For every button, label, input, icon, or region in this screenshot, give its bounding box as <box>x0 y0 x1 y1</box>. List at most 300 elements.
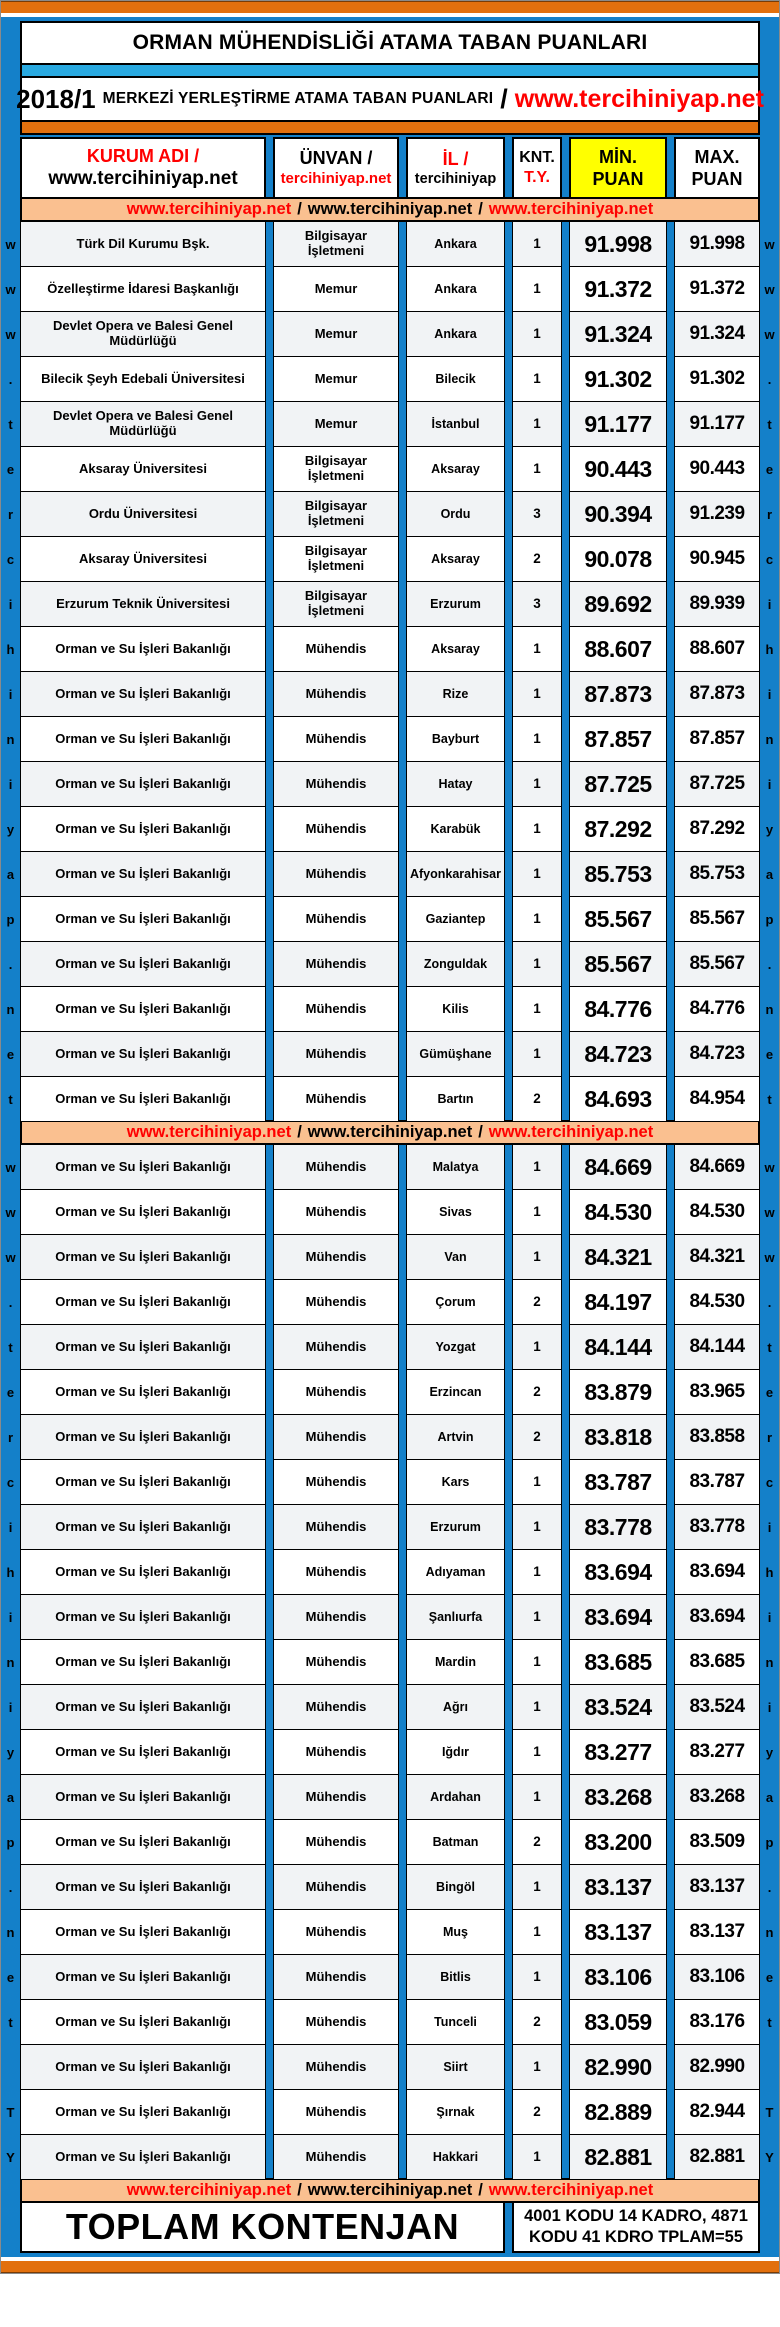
cell-kurum-adi: Orman ve Su İşleri Bakanlığı <box>20 896 266 942</box>
cell-il: Van <box>406 1234 505 1280</box>
table-row <box>6 447 774 492</box>
cell-kontenjan: 1 <box>512 626 562 672</box>
cell-max-puan: 83.106 <box>674 1954 760 2000</box>
cell-kurum-adi: Orman ve Su İşleri Bakanlığı <box>20 941 266 987</box>
cell-kontenjan: 2 <box>512 1999 562 2045</box>
cell-il: Artvin <box>406 1414 505 1460</box>
cell-unvan: Mühendis <box>273 1459 399 1505</box>
bottom-orange-bar <box>1 2257 779 2273</box>
cell-max-puan: 83.509 <box>674 1819 760 1865</box>
cell-unvan: Mühendis <box>273 1999 399 2045</box>
header-min-label: MİN. <box>599 146 637 167</box>
side-letter-left <box>1 2045 20 2090</box>
side-letter-right: a <box>765 1790 774 1805</box>
side-letter-left: w <box>5 237 16 252</box>
table-row <box>6 1910 774 1955</box>
cell-max-puan: 84.530 <box>674 1279 760 1325</box>
cell-kontenjan: 1 <box>512 941 562 987</box>
cell-min-puan: 83.685 <box>569 1639 667 1685</box>
column-header-kurum <box>20 137 266 199</box>
side-letter-left: i <box>8 597 13 612</box>
header-max-label: MAX. <box>694 146 740 167</box>
cell-min-puan: 83.277 <box>569 1729 667 1775</box>
table-row <box>6 1032 774 1077</box>
cell-unvan: Mühendis <box>273 1639 399 1685</box>
table-section-2 <box>5 1145 775 2180</box>
cell-unvan: Mühendis <box>273 1369 399 1415</box>
table-row <box>6 897 774 942</box>
cell-min-puan: 90.078 <box>569 536 667 582</box>
cell-min-puan: 91.324 <box>569 311 667 357</box>
column-header-il <box>406 137 505 199</box>
cell-min-puan: 83.879 <box>569 1369 667 1415</box>
side-letter-right: i <box>767 597 772 612</box>
cell-unvan: Mühendis <box>273 1684 399 1730</box>
cell-il: Çorum <box>406 1279 505 1325</box>
banner-link-black[interactable]: www.tercihiniyap.net <box>307 1123 473 1141</box>
cell-unvan: Mühendis <box>273 1909 399 1955</box>
banner-link-red[interactable]: www.tercihiniyap.net <box>126 2181 292 2199</box>
cell-il: Batman <box>406 1819 505 1865</box>
cell-unvan: Mühendis <box>273 1279 399 1325</box>
cell-unvan: Mühendis <box>273 626 399 672</box>
cell-unvan: Bilgisayar İşletmeni <box>273 491 399 537</box>
cell-il: Muş <box>406 1909 505 1955</box>
banner-link-red[interactable]: www.tercihiniyap.net <box>488 200 654 218</box>
cell-max-puan: 91.998 <box>674 221 760 267</box>
side-letter-left: t <box>8 417 13 432</box>
cell-kurum-adi: Orman ve Su İşleri Bakanlığı <box>20 851 266 897</box>
side-letter-left: c <box>6 1475 15 1490</box>
cell-min-puan: 84.693 <box>569 1076 667 1122</box>
table-row <box>5 1235 775 1280</box>
side-letter-right: y <box>765 822 774 837</box>
side-letter-left: p <box>6 1835 15 1850</box>
cell-min-puan: 84.530 <box>569 1189 667 1235</box>
cell-unvan: Mühendis <box>273 1031 399 1077</box>
cell-unvan: Mühendis <box>273 2134 399 2180</box>
cell-kurum-adi: Orman ve Su İşleri Bakanlığı <box>20 1189 266 1235</box>
table-row <box>8 1865 772 1910</box>
side-letter-left: c <box>6 552 15 567</box>
cell-il: Şırnak <box>406 2089 505 2135</box>
header-min-puan-label: PUAN <box>592 169 644 189</box>
table-row <box>8 1685 772 1730</box>
table-row <box>5 1145 775 1190</box>
cell-il: Zonguldak <box>406 941 505 987</box>
header-kurum-label: KURUM ADI / <box>86 145 200 166</box>
cell-min-puan: 84.669 <box>569 1144 667 1190</box>
cell-max-puan: 83.176 <box>674 1999 760 2045</box>
cell-il: Ankara <box>406 311 505 357</box>
cell-kontenjan: 1 <box>512 1504 562 1550</box>
banner-slash: / <box>478 200 483 218</box>
cell-il: Bilecik <box>406 356 505 402</box>
cell-max-puan: 85.567 <box>674 941 760 987</box>
banner-link-red[interactable]: www.tercihiniyap.net <box>488 2181 654 2199</box>
side-letter-right: . <box>767 957 772 972</box>
table-row <box>7 492 773 537</box>
cell-max-puan: 82.990 <box>674 2044 760 2090</box>
banner-slash: / <box>478 2181 483 2199</box>
total-quota-label: TOPLAM KONTENJAN <box>20 2201 505 2253</box>
cell-kontenjan: 1 <box>512 356 562 402</box>
cell-il: Ankara <box>406 221 505 267</box>
cell-max-puan: 84.669 <box>674 1144 760 1190</box>
side-letter-left: a <box>6 867 15 882</box>
table-row <box>8 1505 772 1550</box>
cell-unvan: Mühendis <box>273 2089 399 2135</box>
cell-max-puan: 83.858 <box>674 1414 760 1460</box>
table-row <box>5 222 775 267</box>
side-letter-right: i <box>767 687 772 702</box>
cell-unvan: Mühendis <box>273 1594 399 1640</box>
cell-unvan: Bilgisayar İşletmeni <box>273 446 399 492</box>
cell-kurum-adi: Orman ve Su İşleri Bakanlığı <box>20 1076 266 1122</box>
side-letter-left: n <box>6 1655 15 1670</box>
side-letter-right: r <box>766 1430 773 1445</box>
cell-min-puan: 85.567 <box>569 941 667 987</box>
header-knt-label: KNT. <box>519 149 555 166</box>
cell-max-puan: 83.137 <box>674 1864 760 1910</box>
table-row <box>6 2090 774 2135</box>
cell-unvan: Mühendis <box>273 716 399 762</box>
table-row <box>8 1280 772 1325</box>
cell-min-puan: 84.321 <box>569 1234 667 1280</box>
quota-detail-line1: 4001 KODU 14 KADRO, 4871 <box>524 2206 748 2225</box>
cell-kurum-adi: Ordu Üniversitesi <box>20 491 266 537</box>
cell-min-puan: 83.268 <box>569 1774 667 1820</box>
top-orange-bar <box>1 1 779 17</box>
side-letter-left: e <box>6 462 15 477</box>
cell-kontenjan: 1 <box>512 1189 562 1235</box>
cyan-divider-strip <box>20 65 760 78</box>
cell-kurum-adi: Orman ve Su İşleri Bakanlığı <box>20 1459 266 1505</box>
cell-max-puan: 85.753 <box>674 851 760 897</box>
cell-kontenjan: 1 <box>512 1234 562 1280</box>
side-letter-left: Y <box>6 2150 15 2165</box>
table-row <box>6 1955 774 2000</box>
side-letter-right: e <box>765 1047 774 1062</box>
cell-kurum-adi: Orman ve Su İşleri Bakanlığı <box>20 1729 266 1775</box>
site-banner-bottom <box>20 2178 760 2203</box>
cell-max-puan: 91.372 <box>674 266 760 312</box>
cell-max-puan: 85.567 <box>674 896 760 942</box>
banner-link-black[interactable]: www.tercihiniyap.net <box>307 200 473 218</box>
side-letter-right: h <box>765 642 774 657</box>
cell-min-puan: 91.998 <box>569 221 667 267</box>
cell-kontenjan: 1 <box>512 1909 562 1955</box>
cell-il: Gaziantep <box>406 896 505 942</box>
cell-unvan: Mühendis <box>273 761 399 807</box>
cell-kontenjan: 1 <box>512 1864 562 1910</box>
banner-slash: / <box>297 200 302 218</box>
side-letter-left: i <box>8 1610 13 1625</box>
cell-min-puan: 83.137 <box>569 1864 667 1910</box>
cell-max-puan: 87.725 <box>674 761 760 807</box>
cell-min-puan: 87.725 <box>569 761 667 807</box>
cell-kontenjan: 1 <box>512 2134 562 2180</box>
cell-kontenjan: 1 <box>512 1459 562 1505</box>
cell-kontenjan: 2 <box>512 1369 562 1415</box>
table-row <box>6 852 774 897</box>
cell-unvan: Memur <box>273 311 399 357</box>
cell-min-puan: 83.137 <box>569 1909 667 1955</box>
side-letter-right: i <box>767 1610 772 1625</box>
column-header-min-puan <box>569 137 667 199</box>
cell-max-puan: 87.292 <box>674 806 760 852</box>
cell-unvan: Mühendis <box>273 1954 399 2000</box>
table-row <box>8 2000 772 2045</box>
side-letter-left: . <box>8 1295 13 1310</box>
cell-il: Bingöl <box>406 1864 505 1910</box>
banner-link-red[interactable]: www.tercihiniyap.net <box>126 200 292 218</box>
side-letter-right: w <box>764 1250 775 1265</box>
cell-unvan: Mühendis <box>273 1144 399 1190</box>
cell-kurum-adi: Orman ve Su İşleri Bakanlığı <box>20 1414 266 1460</box>
side-letter-right: e <box>765 462 774 477</box>
cell-unvan: Mühendis <box>273 2044 399 2090</box>
side-letter-right: i <box>767 1700 772 1715</box>
banner-link-red[interactable]: www.tercihiniyap.net <box>126 1123 292 1141</box>
side-letter-left: r <box>7 507 14 522</box>
table-row <box>8 762 772 807</box>
cell-il: Bitlis <box>406 1954 505 2000</box>
table-row <box>6 1550 774 1595</box>
side-letter-left: r <box>7 1430 14 1445</box>
cell-max-puan: 82.881 <box>674 2134 760 2180</box>
side-letter-left: T <box>6 2105 15 2120</box>
cell-max-puan: 88.607 <box>674 626 760 672</box>
side-letter-left: n <box>6 732 15 747</box>
cell-kurum-adi: Orman ve Su İşleri Bakanlığı <box>20 1909 266 1955</box>
banner-slash: / <box>478 1123 483 1141</box>
side-letter-left: y <box>6 1745 15 1760</box>
cell-max-puan: 83.268 <box>674 1774 760 1820</box>
blue-frame <box>1 17 779 2257</box>
cell-min-puan: 89.692 <box>569 581 667 627</box>
cell-kurum-adi: Orman ve Su İşleri Bakanlığı <box>20 1639 266 1685</box>
cell-kontenjan: 1 <box>512 266 562 312</box>
cell-max-puan: 91.177 <box>674 401 760 447</box>
cell-unvan: Mühendis <box>273 1729 399 1775</box>
cell-kontenjan: 1 <box>512 1684 562 1730</box>
side-letter-right: p <box>765 1835 774 1850</box>
cell-max-puan: 83.137 <box>674 1909 760 1955</box>
side-letter-right: . <box>767 1880 772 1895</box>
cell-max-puan: 90.945 <box>674 536 760 582</box>
cell-kontenjan: 1 <box>512 986 562 1032</box>
cell-max-puan: 84.954 <box>674 1076 760 1122</box>
table-row <box>6 1370 774 1415</box>
cell-kontenjan: 1 <box>512 896 562 942</box>
cell-min-puan: 91.302 <box>569 356 667 402</box>
header-il-label: İL / <box>442 148 469 169</box>
cell-max-puan: 87.857 <box>674 716 760 762</box>
cell-max-puan: 84.530 <box>674 1189 760 1235</box>
cell-il: Ağrı <box>406 1684 505 1730</box>
cell-kurum-adi: Orman ve Su İşleri Bakanlığı <box>20 1369 266 1415</box>
side-letter-right: t <box>767 1340 772 1355</box>
banner-link-black[interactable]: www.tercihiniyap.net <box>307 2181 473 2199</box>
side-letter-right: Y <box>765 2150 774 2165</box>
cell-kontenjan: 1 <box>512 716 562 762</box>
cell-max-puan: 84.776 <box>674 986 760 1032</box>
table-section-1 <box>5 222 775 1122</box>
table-row <box>8 357 772 402</box>
side-letter-left: n <box>6 1925 15 1940</box>
cell-kontenjan: 1 <box>512 1549 562 1595</box>
table-row <box>6 1775 774 1820</box>
side-letter-left: w <box>5 1250 16 1265</box>
cell-min-puan: 85.753 <box>569 851 667 897</box>
side-letter-left: y <box>6 822 15 837</box>
side-letter-right <box>760 2045 779 2090</box>
cell-il: Gümüşhane <box>406 1031 505 1077</box>
cell-unvan: Mühendis <box>273 986 399 1032</box>
cell-min-puan: 83.694 <box>569 1549 667 1595</box>
side-letter-left: . <box>8 957 13 972</box>
cell-unvan: Bilgisayar İşletmeni <box>273 581 399 627</box>
cell-kontenjan: 1 <box>512 1324 562 1370</box>
cell-min-puan: 91.372 <box>569 266 667 312</box>
cell-min-puan: 90.443 <box>569 446 667 492</box>
side-letter-left: i <box>8 777 13 792</box>
cell-min-puan: 83.818 <box>569 1414 667 1460</box>
side-letter-left: h <box>6 642 15 657</box>
table-row <box>8 402 772 447</box>
side-letter-left: t <box>8 2015 13 2030</box>
side-letter-right: i <box>767 777 772 792</box>
cell-min-puan: 82.889 <box>569 2089 667 2135</box>
cell-max-puan: 83.787 <box>674 1459 760 1505</box>
side-letter-right: t <box>767 2015 772 2030</box>
cell-kontenjan: 3 <box>512 491 562 537</box>
cell-il: Ordu <box>406 491 505 537</box>
side-letter-left: w <box>5 1160 16 1175</box>
cell-kurum-adi: Orman ve Su İşleri Bakanlığı <box>20 806 266 852</box>
cell-kontenjan: 1 <box>512 1639 562 1685</box>
cell-kontenjan: 1 <box>512 1954 562 2000</box>
subtitle-site-link[interactable]: www.tercihiniyap.net <box>514 84 764 113</box>
site-banner-middle <box>20 1120 760 1145</box>
cell-kurum-adi: Aksaray Üniversitesi <box>20 536 266 582</box>
cell-max-puan: 83.965 <box>674 1369 760 1415</box>
side-letter-right: n <box>765 1002 774 1017</box>
side-letter-right: w <box>764 237 775 252</box>
cell-unvan: Bilgisayar İşletmeni <box>273 536 399 582</box>
table-row <box>8 1077 772 1122</box>
cell-max-puan: 89.939 <box>674 581 760 627</box>
cell-kontenjan: 1 <box>512 1144 562 1190</box>
cell-max-puan: 84.321 <box>674 1234 760 1280</box>
cell-min-puan: 85.567 <box>569 896 667 942</box>
side-letter-right: y <box>765 1745 774 1760</box>
table-row <box>6 627 774 672</box>
side-letter-left: h <box>6 1565 15 1580</box>
cell-kontenjan: 1 <box>512 851 562 897</box>
cell-kontenjan: 3 <box>512 581 562 627</box>
side-letter-left: . <box>8 372 13 387</box>
cell-kurum-adi: Orman ve Su İşleri Bakanlığı <box>20 1549 266 1595</box>
cell-il: Aksaray <box>406 446 505 492</box>
page-title: ORMAN MÜHENDİSLİĞİ ATAMA TABAN PUANLARI <box>20 21 760 65</box>
cell-kurum-adi: Orman ve Su İşleri Bakanlığı <box>20 1864 266 1910</box>
cell-max-puan: 83.694 <box>674 1594 760 1640</box>
banner-link-red[interactable]: www.tercihiniyap.net <box>488 1123 654 1141</box>
cell-il: Bayburt <box>406 716 505 762</box>
cell-kurum-adi: Orman ve Su İşleri Bakanlığı <box>20 1954 266 2000</box>
table-row <box>8 942 772 987</box>
column-header-max-puan <box>674 137 760 199</box>
cell-kontenjan: 2 <box>512 1076 562 1122</box>
cell-kontenjan: 1 <box>512 2044 562 2090</box>
table-row <box>5 1190 775 1235</box>
header-il-site: tercihiniyap <box>414 171 497 188</box>
cell-unvan: Mühendis <box>273 1774 399 1820</box>
subtitle-bar <box>16 78 764 122</box>
side-letter-left: t <box>8 1092 13 1107</box>
cell-kurum-adi: Özelleştirme İdaresi Başkanlığı <box>20 266 266 312</box>
cell-il: Erzincan <box>406 1369 505 1415</box>
cell-unvan: Memur <box>273 401 399 447</box>
table-row <box>20 2045 760 2090</box>
cell-unvan: Mühendis <box>273 806 399 852</box>
side-letter-left: n <box>6 1002 15 1017</box>
side-letter-left: i <box>8 1520 13 1535</box>
cell-il: Aksaray <box>406 626 505 672</box>
subtitle-slash: / <box>500 83 508 114</box>
cell-kurum-adi: Orman ve Su İşleri Bakanlığı <box>20 2044 266 2090</box>
cell-kurum-adi: Türk Dil Kurumu Bşk. <box>20 221 266 267</box>
cell-unvan: Mühendis <box>273 1324 399 1370</box>
header-ty-label: T.Y. <box>524 169 550 186</box>
table-row <box>6 1640 774 1685</box>
cell-min-puan: 87.857 <box>569 716 667 762</box>
cell-kurum-adi: Orman ve Su İşleri Bakanlığı <box>20 986 266 1032</box>
cell-kontenjan: 2 <box>512 2089 562 2135</box>
cell-unvan: Memur <box>273 266 399 312</box>
cell-max-puan: 91.239 <box>674 491 760 537</box>
cell-min-puan: 83.778 <box>569 1504 667 1550</box>
column-header-knt <box>512 137 562 199</box>
cell-unvan: Mühendis <box>273 1414 399 1460</box>
cell-min-puan: 84.723 <box>569 1031 667 1077</box>
table-row <box>5 312 775 357</box>
cell-min-puan: 84.144 <box>569 1324 667 1370</box>
cell-unvan: Mühendis <box>273 1819 399 1865</box>
cell-il: Adıyaman <box>406 1549 505 1595</box>
table-row <box>8 1325 772 1370</box>
quota-detail <box>512 2201 760 2253</box>
cell-kontenjan: 1 <box>512 1594 562 1640</box>
side-letter-right: i <box>767 1520 772 1535</box>
table-row <box>8 1595 772 1640</box>
cell-kurum-adi: Orman ve Su İşleri Bakanlığı <box>20 761 266 807</box>
cell-il: Iğdır <box>406 1729 505 1775</box>
cell-kontenjan: 2 <box>512 1414 562 1460</box>
cell-max-puan: 90.443 <box>674 446 760 492</box>
cell-il: Karabük <box>406 806 505 852</box>
cell-il: Aksaray <box>406 536 505 582</box>
side-letter-right: t <box>767 417 772 432</box>
side-letter-left: i <box>8 687 13 702</box>
header-max-puan-label: PUAN <box>691 169 743 189</box>
cell-il: Kilis <box>406 986 505 1032</box>
side-letter-right: w <box>764 282 775 297</box>
cell-kontenjan: 1 <box>512 1729 562 1775</box>
orange-divider-strip <box>20 122 760 135</box>
